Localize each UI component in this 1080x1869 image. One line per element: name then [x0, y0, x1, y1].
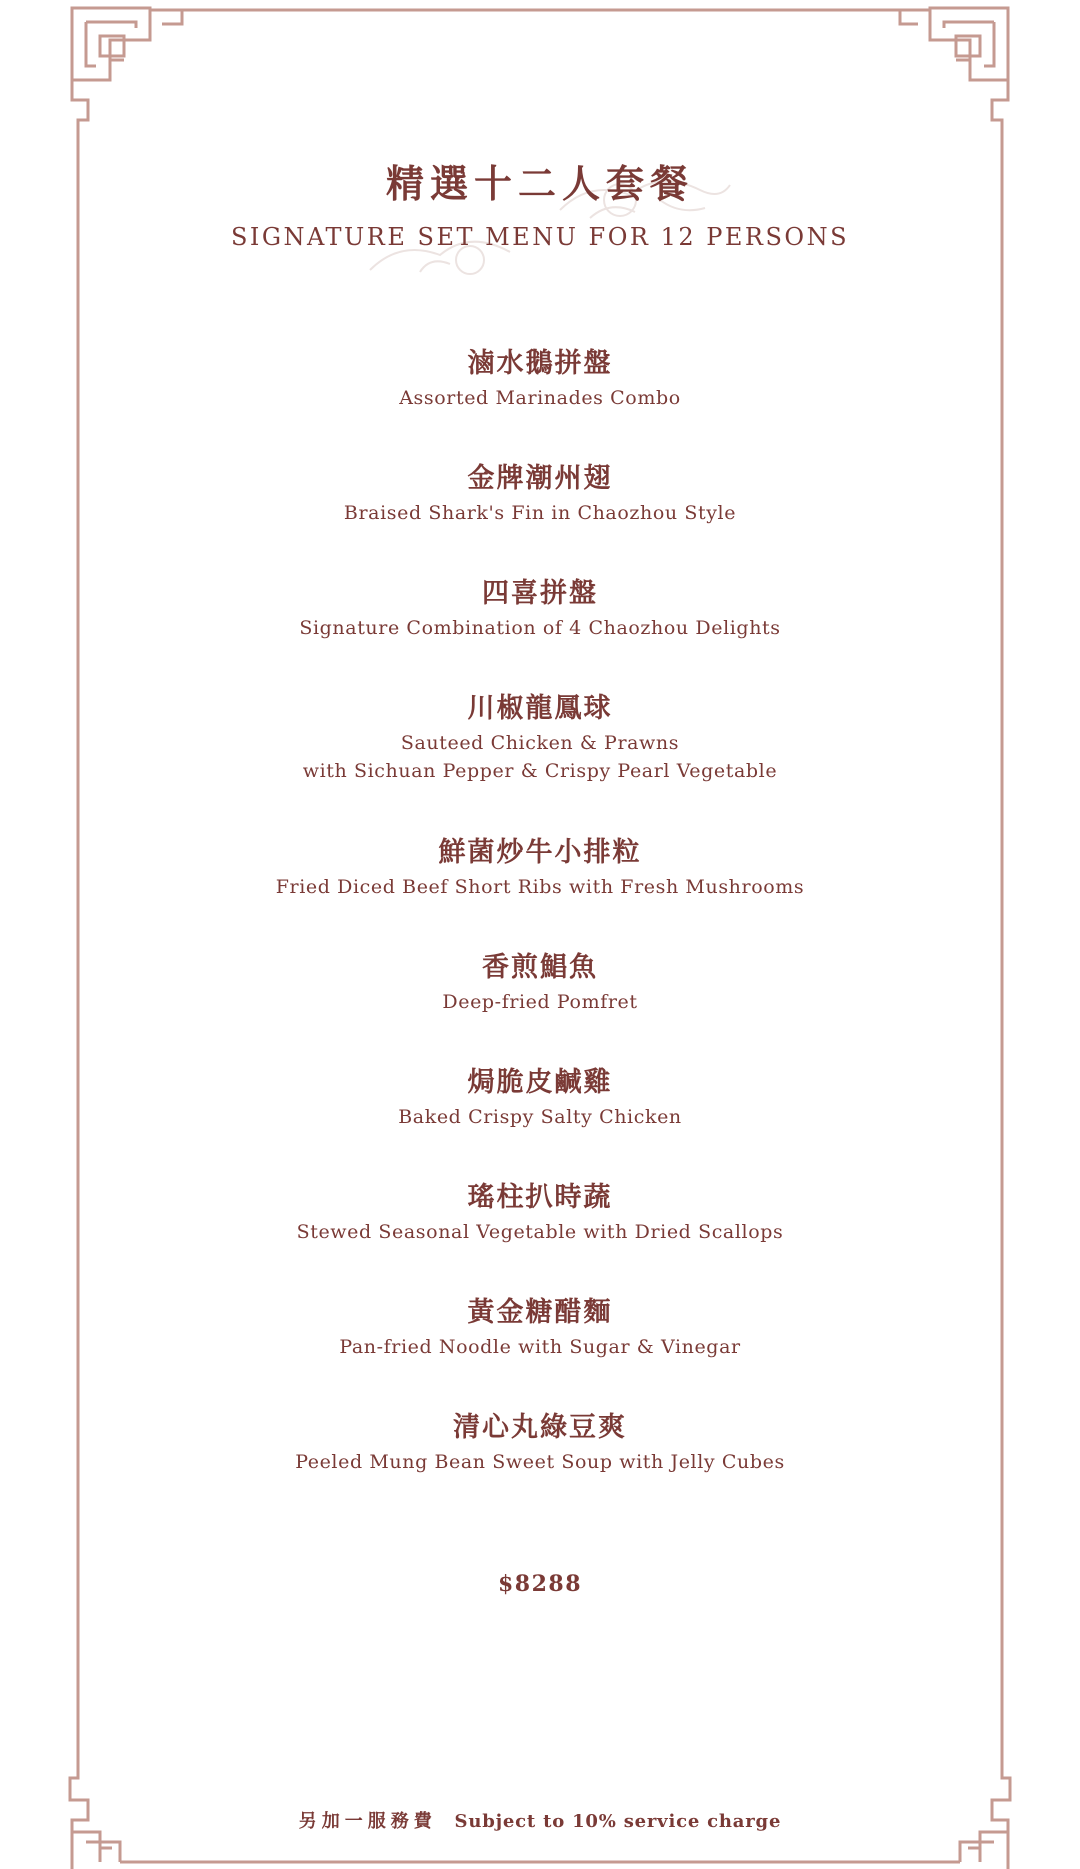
dish-name-zh: 川椒龍鳳球: [467, 693, 613, 724]
service-charge-note: [0, 1807, 1080, 1833]
dish-item: [0, 1295, 1080, 1410]
dish-item: [0, 835, 1080, 950]
dish-name-en: Assorted Marinades Combo: [399, 387, 681, 409]
dish-name-en: Braised Shark's Fin in Chaozhou Style: [343, 502, 737, 524]
menu-title-zh: 精選十二人套餐: [385, 161, 694, 206]
dish-name-zh: 四喜拼盤: [482, 578, 598, 609]
dish-item: [0, 1065, 1080, 1180]
dish-item: [0, 950, 1080, 1065]
dish-item: [0, 346, 1080, 461]
set-price: $8288: [497, 1571, 583, 1597]
dish-name-en: Peeled Mung Bean Sweet Soup with Jelly Cubes: [295, 1451, 785, 1473]
dish-name-en: Pan-fried Noodle with Sugar & Vinegar: [339, 1336, 741, 1358]
dish-name-en: Deep-fried Pomfret: [442, 991, 638, 1013]
corner-ornament-top-left-icon: [72, 8, 182, 128]
service-charge-zh: 另加一服務費: [298, 1811, 437, 1832]
dish-name-zh: 清心丸綠豆爽: [453, 1412, 627, 1443]
dish-item: [0, 1410, 1080, 1525]
corner-ornament-top-right-icon: [900, 8, 1008, 128]
dish-item: [0, 576, 1080, 691]
dish-name-en: Signature Combination of 4 Chaozhou Delights: [299, 617, 781, 639]
dish-name-zh: 香煎鯧魚: [482, 952, 598, 983]
dish-name-zh: 黃金糖醋麵: [467, 1297, 613, 1328]
dish-name-en: Stewed Seasonal Vegetable with Dried Scallops: [296, 1221, 784, 1243]
dish-name-zh: 焗脆皮鹹雞: [467, 1067, 613, 1098]
dish-name-zh: 滷水鵝拼盤: [467, 348, 613, 379]
dish-item: [0, 461, 1080, 576]
dish-item: [0, 691, 1080, 835]
dish-name-zh: 鮮菌炒牛小排粒: [438, 837, 642, 868]
dish-name-zh: 金牌潮州翅: [467, 463, 613, 494]
dish-item: [0, 1180, 1080, 1295]
dish-list: [0, 346, 1080, 1525]
dish-name-en: Fried Diced Beef Short Ribs with Fresh Mushrooms: [275, 876, 805, 898]
menu-header: [0, 160, 1080, 252]
dish-name-en: Sauteed Chicken & Prawns with Sichuan Pepper & Crispy Pearl Vegetable: [302, 732, 778, 782]
dish-name-zh: 瑤柱扒時蔬: [467, 1182, 613, 1213]
service-charge-en: Subject to 10% service charge: [454, 1811, 782, 1832]
menu-title-en: SIGNATURE SET MENU FOR 12 PERSONS: [230, 223, 850, 251]
dish-name-en: Baked Crispy Salty Chicken: [398, 1106, 682, 1128]
